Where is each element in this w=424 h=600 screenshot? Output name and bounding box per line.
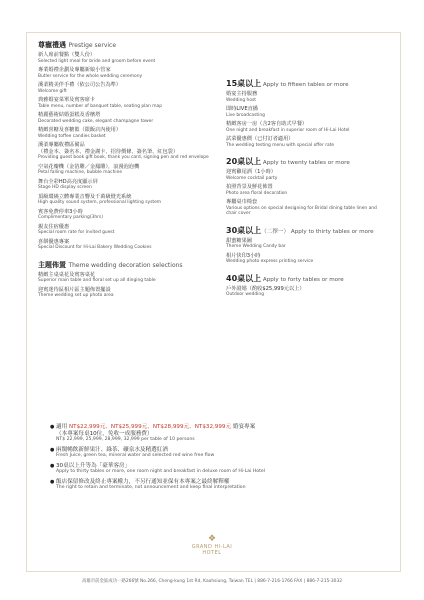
tier-item-en: Theme Wedding Candy bar bbox=[226, 244, 286, 249]
tier-item-zh: 迎賓雞尾酒（1小時） bbox=[226, 169, 276, 175]
tier-item bbox=[226, 91, 386, 103]
tier-title-zh: 20桌以上 bbox=[226, 157, 262, 166]
tier-item-en: Various options on special designing for Bridal dining table linen and chair cover bbox=[226, 205, 377, 216]
note-price-list: NT$22,999元、NT$25,999元、NT$28,999元、NT$32,999元 bbox=[67, 424, 232, 430]
tier-item-en: Live broadcasting bbox=[226, 112, 265, 118]
note-zh: 飯店保留修改及終止專案權力，不另行通知並保有本專案之最終解釋權 bbox=[56, 478, 230, 485]
logo-name: GRAND HI-LAI HOTEL bbox=[191, 544, 233, 556]
note-row bbox=[50, 479, 380, 491]
prestige-item bbox=[38, 239, 213, 251]
tier-item-en: Photo area floral decoration bbox=[226, 190, 288, 196]
prestige-item-en: Wedding toffee candies basket bbox=[38, 133, 106, 139]
tier-item-zh: 甜蜜糖果圖 bbox=[226, 237, 252, 244]
tier-title-en: Apply to forty tables or more bbox=[261, 276, 344, 283]
logo-mark-icon: ❖ bbox=[207, 534, 217, 544]
tier-block bbox=[226, 273, 386, 298]
tier-block bbox=[226, 78, 386, 148]
prestige-item bbox=[38, 112, 213, 124]
prestige-item bbox=[38, 179, 213, 191]
tier-block bbox=[226, 225, 386, 265]
prestige-item-en: Decorated wedding cake, elegant champagne tower bbox=[38, 118, 154, 124]
tier-item bbox=[226, 136, 386, 148]
prestige-item bbox=[38, 67, 213, 79]
prestige-item bbox=[38, 209, 213, 221]
theme-item-zh: 精緻主桌桌花及賓客桌花 bbox=[38, 271, 96, 278]
prestige-item-zh: 喜餅優惠專案 bbox=[38, 238, 70, 245]
prestige-item-zh: 專業婚禮企劃及專屬新娘小管家 bbox=[38, 67, 111, 73]
prestige-item-zh: 頂級環繞立體專業音響及千萬級燈光系統 bbox=[38, 193, 132, 200]
prestige-title-en: Prestige service bbox=[68, 42, 117, 49]
bullet-icon: ● bbox=[50, 424, 55, 430]
tier-item-en: Welcome cocktail party bbox=[226, 175, 278, 181]
note-en: NT$ 22,999, 25,999, 28,999, 32,999 per table of 10 persons bbox=[56, 437, 195, 442]
tier-item-zh: 試菜優惠價（已付訂者適用） bbox=[226, 136, 294, 142]
prestige-item-zh-detail: （禮金本、簽名本、禮金謝卡、招待價條、簽名筆、紅包袋） bbox=[38, 148, 179, 155]
theme-heading bbox=[38, 260, 213, 270]
tier-item bbox=[226, 169, 386, 181]
hotel-logo bbox=[182, 534, 242, 556]
note-body bbox=[56, 424, 255, 443]
note-zh: 兩闊暢飲新鮮果汁、綠茶、礦泉水及精選紅酒 bbox=[56, 446, 168, 453]
prestige-title-zh: 尊寵禮遇 bbox=[38, 41, 66, 49]
note-en: Fresh Juice, green tea, mineral water and selected red wine free flow bbox=[56, 453, 215, 458]
prestige-item bbox=[38, 127, 213, 139]
footer-contact: 高雄市前金區成功一路266號 No.266, Cheng-kung 1st Rd, Kaohsiung, Taiwan TEL | 886-7-216-1766 FAX | 886-7-215-3032 bbox=[81, 579, 343, 584]
note-row bbox=[50, 463, 380, 475]
tier-item-zh: 專屬桌巾椅套 bbox=[226, 199, 258, 205]
tier-item-zh: 婚宴主持服務 bbox=[226, 91, 258, 97]
prestige-item bbox=[38, 194, 213, 206]
note-row bbox=[50, 447, 380, 459]
tier-item bbox=[226, 238, 386, 250]
note-body bbox=[56, 463, 265, 475]
prestige-item-en: Stage HD display screen bbox=[38, 185, 92, 190]
prestige-item-en: Butler service for the whole wedding ceremony bbox=[38, 73, 143, 79]
theme-item-en: Theme wedding set up photo area bbox=[38, 293, 114, 298]
prestige-item-zh: 典雅婚宴菜單及賓客席卡 bbox=[38, 97, 96, 103]
prestige-item-en: Special Discount for Hi-Lai Bakery Wedding Cookies bbox=[38, 245, 152, 250]
tier-item-en: The wedding testing menu with special offer rate bbox=[226, 142, 335, 148]
tier-item-zh: 即時LIVE直播 bbox=[226, 106, 258, 112]
prestige-item bbox=[38, 142, 213, 161]
tier-item bbox=[226, 253, 386, 265]
tier-title-en: Apply to twenty tables or more bbox=[261, 160, 350, 166]
tier-title-en: Apply to thirty tables or more bbox=[289, 228, 374, 235]
tier-item-zh: 拍照背景及鮮花佈置 bbox=[226, 184, 273, 190]
prestige-item bbox=[38, 164, 213, 176]
prestige-item-en: Complimentary parking(3hrs) bbox=[38, 215, 103, 220]
tier-item-zh: 精緻客房一房（含2客自助式早餐） bbox=[226, 121, 308, 127]
prestige-heading bbox=[38, 40, 213, 50]
tier-title-zh: 15桌以上 bbox=[226, 79, 262, 88]
prestige-item bbox=[38, 97, 213, 109]
prestige-item bbox=[38, 224, 213, 236]
bullet-icon: ● bbox=[50, 478, 55, 485]
tier-item-en: Wedding photo express printing service bbox=[226, 259, 314, 264]
tier-title-zh: 40桌以上 bbox=[226, 273, 262, 283]
bullet-icon: ● bbox=[50, 462, 55, 469]
tier-item-zh: 相片快印3小時 bbox=[226, 252, 261, 259]
note-en: Apply to thirty tables or more, one room night and breakfast in deluxe room of Hi-Lai Hotel bbox=[56, 469, 265, 474]
bullet-icon: ● bbox=[50, 446, 55, 453]
prestige-item-zh: 新人席前餐點（雙人份） bbox=[38, 52, 96, 58]
tier-block bbox=[226, 156, 386, 217]
prestige-item-zh: 空氣花瓣機（金箔雕／金鳳雕），浪漫泡泡機 bbox=[38, 163, 140, 170]
left-column bbox=[38, 40, 213, 302]
tier-title-en: Apply to fifteen tables or more bbox=[261, 82, 349, 88]
tier-item-en: One night and breakfast in superior room of Hi-Lai Hotel bbox=[226, 127, 350, 133]
right-column bbox=[226, 78, 386, 306]
prestige-item-en: Special room rate for invited guest bbox=[38, 230, 115, 235]
tier-heading bbox=[226, 156, 386, 167]
theme-title-zh: 主題佈置 bbox=[38, 260, 66, 269]
theme-list bbox=[38, 272, 213, 299]
prestige-item-zh: 舞台全彩HD高亮度顯示屏 bbox=[38, 178, 98, 185]
prestige-item-en: Table menu, number of banquet table, seating plan map bbox=[38, 103, 163, 109]
tier-title-sub: （二擇一） bbox=[261, 228, 290, 235]
prestige-item-en: Providing guest book gift book, thank you card, signing pen and red envelope bbox=[38, 155, 209, 160]
tier-heading bbox=[226, 225, 386, 236]
prestige-item-zh: 溪柔精美伴手禮（依公司公告為準） bbox=[38, 82, 122, 88]
note-zh-pre: 適用 bbox=[56, 424, 68, 430]
prestige-item bbox=[38, 82, 213, 94]
theme-title-en: Theme wedding decoration selections bbox=[68, 261, 183, 269]
prestige-item-zh: 賓客免費停車3小時 bbox=[38, 208, 83, 215]
note-en: The right to retain and terminate, not announcement and keep final interpretation bbox=[56, 485, 246, 490]
prestige-item-zh: 溪柔專屬收禮區備品 bbox=[38, 142, 85, 148]
prestige-item bbox=[38, 52, 213, 64]
tier-item bbox=[226, 184, 386, 196]
note-zh-detail: （本專案每桌10位，免收一成服務費） bbox=[56, 430, 153, 437]
tier-item bbox=[226, 286, 386, 298]
note-zh: 30桌以上升等為「豪華客房」 bbox=[56, 462, 131, 469]
prestige-item-en: Selected light meal for bride and groom before event bbox=[38, 58, 156, 64]
tier-item-zh: 戶外證婚（酌收$25,999元以上） bbox=[226, 285, 305, 292]
prestige-item-zh: 親友住宿優惠 bbox=[38, 223, 70, 230]
tier-item-en: Outdoor wedding bbox=[226, 292, 264, 297]
prestige-item-zh: 精麗藝術結婚蛋糕及香檳塔 bbox=[38, 112, 101, 118]
tier-heading bbox=[226, 273, 386, 284]
theme-item-en: Superior main table and floral set up all dinging table bbox=[38, 278, 156, 283]
prestige-item-en: Petal falling machine, bubble machine bbox=[38, 170, 123, 175]
note-zh-post: 婚宴專案 bbox=[231, 424, 256, 430]
tier-item-en: Wedding host bbox=[226, 97, 257, 103]
tier-heading bbox=[226, 78, 386, 89]
tier-item bbox=[226, 199, 386, 217]
note-body bbox=[56, 479, 246, 491]
theme-item-zh: 迎賓迷待區相片區主題佈置擺設 bbox=[38, 286, 111, 293]
prestige-item-en: High quality sound system, professional lighting system bbox=[38, 200, 162, 205]
note-body bbox=[56, 447, 214, 459]
theme-item bbox=[38, 272, 213, 284]
note-zh bbox=[56, 424, 255, 431]
theme-item bbox=[38, 287, 213, 299]
tier-item bbox=[226, 121, 386, 133]
prestige-list bbox=[38, 52, 213, 251]
prestige-item-zh: 精緻喜糖及喜糖籃（限飯店內使用） bbox=[38, 127, 122, 133]
note-row bbox=[50, 424, 380, 443]
tier-title-zh: 30桌以上 bbox=[226, 225, 262, 235]
notes-section bbox=[50, 424, 380, 495]
prestige-item-en: Welcome gift bbox=[38, 88, 67, 94]
tier-item bbox=[226, 106, 386, 118]
